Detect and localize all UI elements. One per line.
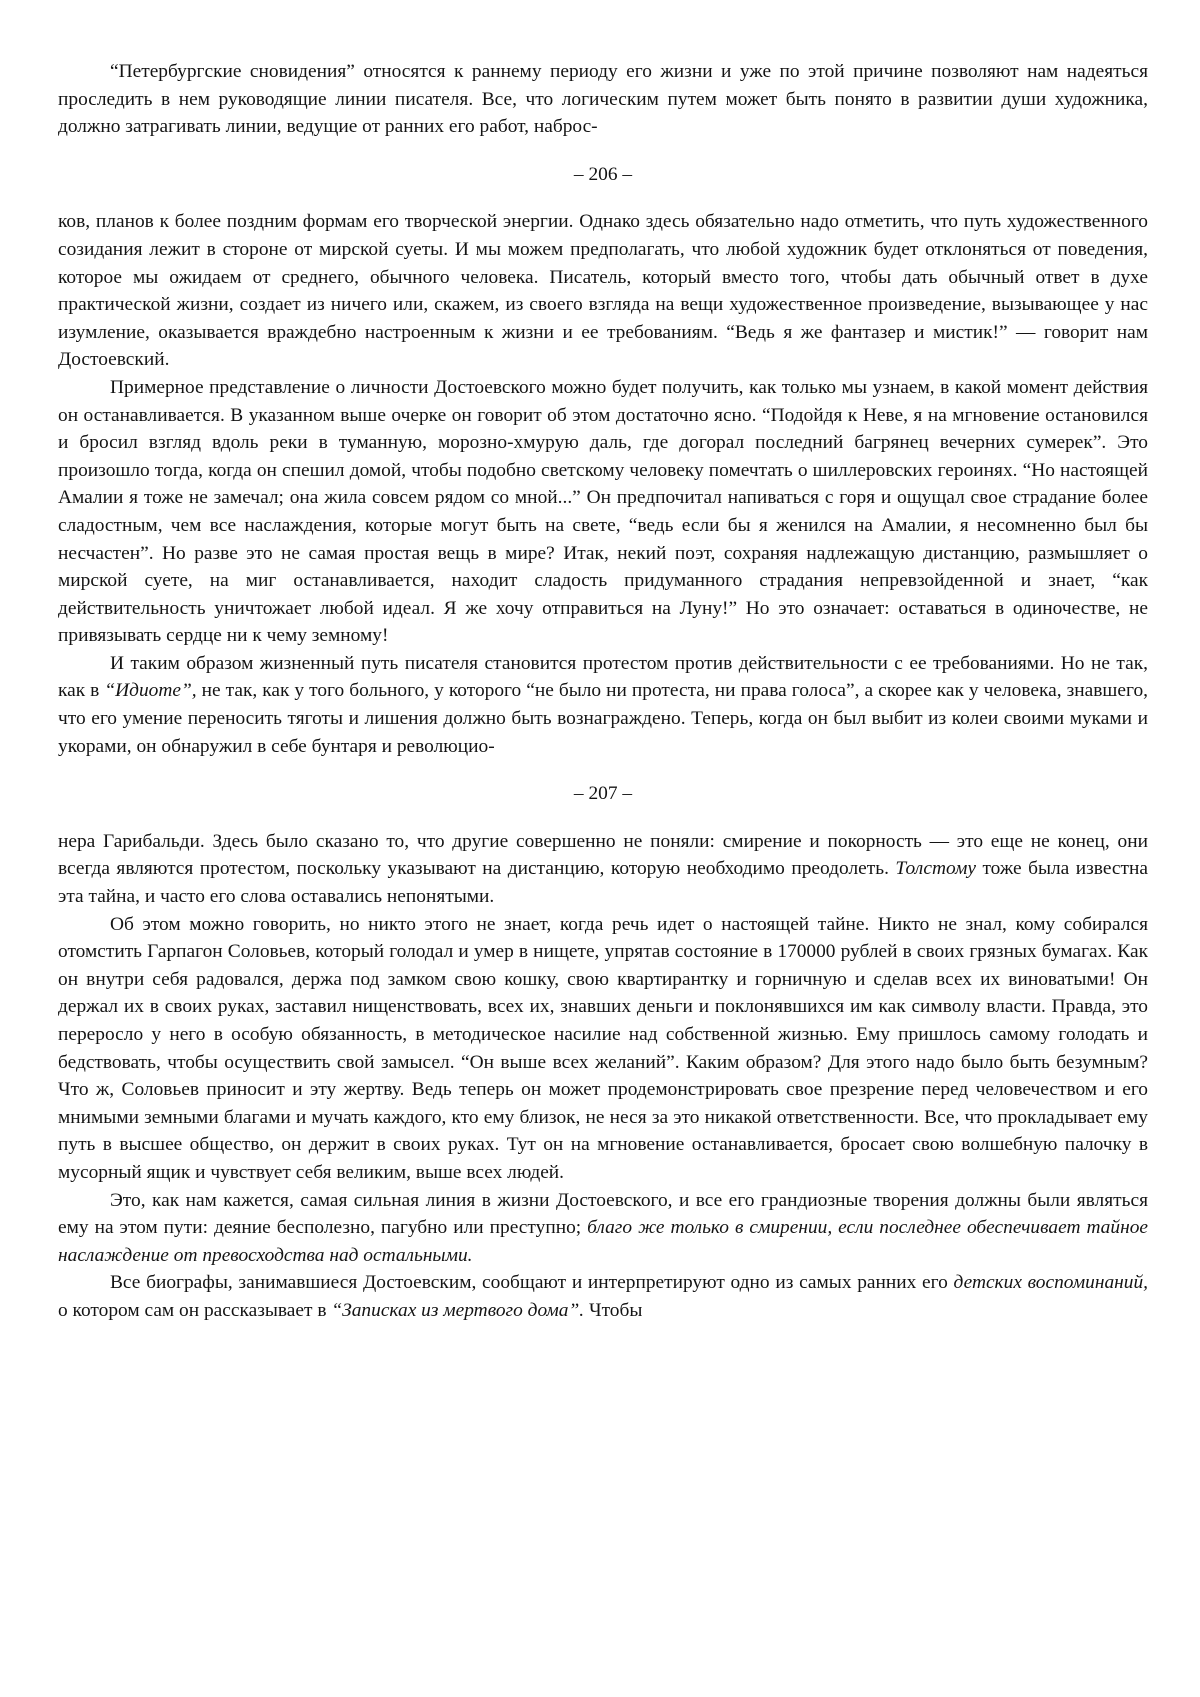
text-run: нера Гарибальди. Здесь было сказано то, что другие совершенно не поняли: смирение и покорность — это еще не конец, они всегда являются протестом, поскольку указывают на дистанцию, которую необходимо преодолеть. (58, 830, 1148, 880)
italic-title: “Идиоте”, (104, 680, 197, 702)
paragraph: “Петербургские сновидения” относятся к раннему периоду его жизни и уже по этой причине позволяют нам надеяться проследить в нем руководящие линии писателя. Все, что логическим путем может быть понято в развитии души художника, должно затрагивать линии, ведущие от ранних его работ, наброс- (58, 61, 1148, 138)
italic-phrase: благо же только в смирении, если последнее обеспечивает тайное наслаждение от превосходства над остальными. (58, 1217, 1148, 1266)
italic-title: “Записках из мертвого дома”. (331, 1299, 585, 1321)
text-run: о котором сам он рассказывает в (58, 1299, 332, 1321)
text-run: И таким образом жизненный путь писателя становится протестом против действительности с ее требованиями. Но не так, как в (58, 652, 1148, 702)
italic-name: Толстому (895, 858, 976, 880)
italic-phrase: детских воспоминаний, (953, 1272, 1148, 1294)
paragraph (58, 1269, 1148, 1324)
text-run: Чтобы (584, 1299, 643, 1321)
paragraph (58, 650, 1148, 760)
paragraph (58, 1187, 1148, 1270)
text-run: не так, как у того больного, у которого “не было ни протеста, ни права голоса”, а скорее как у человека, знавшего, что его умение переносить тяготы и лишения должно быть вознаграждено. Теперь, когда он был выбит из колеи своими муками и укорами, он обнаружил в себе бунтаря и революцио- (58, 680, 1148, 757)
paragraph: ков, планов к более поздним формам его творческой энергии. Однако здесь обязательно надо отметить, что путь художественного созидания лежит в стороне от мирской суеты. И мы можем предполагать, что любой художник будет отклоняться от поведения, которое мы ожидаем от среднего, обычного человека. Писатель, который вместо того, чтобы дать обычный ответ в духе практической жизни, создает из ничего или, скажем, из своего взгляда на вещи художественное произведение, вызывающее у нас изумление, оказывается враждебно настроенным к жизни и ее требованиям. “Ведь я же фантазер и мистик!” — говорит нам Достоевский. (58, 211, 1148, 371)
text-run: Все биографы, занимавшиеся Достоевским, сообщают и интерпретируют одно из самых ранних его (110, 1272, 954, 1294)
paragraph (58, 828, 1148, 911)
document-page (58, 58, 1148, 1325)
page-number: – 207 – (573, 783, 633, 805)
text-run: Это, как нам кажется, самая сильная линия в жизни Достоевского, и все его грандиозные творения должны были являться ему на этом пути: деяние бесполезно, пагубно или преступно; (58, 1189, 1148, 1239)
paragraph: Об этом можно говорить, но никто этого не знает, когда речь идет о настоящей тайне. Никто не знал, кому собирался отомстить Гарпагон Соловьев, который голодал и умер в нищете, упрятав состояние в 170000 рублей в своих грязных бумагах. Как он внутри себя радовался, держа под замком свою кошку, свою квартирантку и горничную и сделав всех их виноватыми! Он держал их в своих руках, заставил нищенствовать, всех их, знавших деньги и поклонявшихся им как символу власти. Правда, это переросло у него в особую обязанность, в методическое насилие над собственной жизнью. Ему пришлось самому голодать и бедствовать, чтобы осуществить свой замысел. “Он выше всех желаний”. Каким образом? Для этого надо было быть безумным? Что ж, Соловьев приносит и эту жертву. Ведь теперь он может продемонстрировать свое презрение перед человечеством и его мнимыми земными благами и мучать каждого, кто ему близок, не неся за это никакой ответственности. Все, что прокладывает ему путь в высшее общество, он держит в своих руках. Тут он на мгновение останавливается, бросает свою волшебную палочку в мусорный ящик и чувствует себя великим, выше всех людей. (58, 913, 1148, 1183)
page-number: – 206 – (573, 163, 633, 185)
paragraph: Примерное представление о личности Достоевского можно будет получить, как только мы узнаем, в какой момент действия он останавливается. В указанном выше очерке он говорит об этом достаточно ясно. “Подойдя к Неве, я на мгновение остановился и бросил взгляд вдоль реки в туманную, морозно-хмурую даль, где догорал последний багрянец вечерних сумерек”. Это произошло тогда, когда он спешил домой, чтобы подобно светскому человеку помечтать о шиллеровских героинях. “Но настоящей Амалии я тоже не замечал; она жила совсем рядом со мной...” Он предпочитал напиваться с горя и ощущал свое страдание более сладостным, чем все наслаждения, которые могут быть на свете, “ведь если бы я женился на Амалии, я несомненно был бы несчастен”. Но разве это не самая простая вещь в мире? Итак, некий поэт, сохраняя надлежащую дистанцию, размышляет о мирской суете, на миг останавливается, находит сладость придуманного страдания непревзойденной и знает, “как действительность уничтожает любой идеал. Я же хочу отправиться на Луну!” Но это означает: оставаться в одиночестве, не привязывать сердце ни к чему земному! (58, 376, 1148, 647)
text-run: тоже была известна эта тайна, и часто его слова оставались непонятыми. (58, 858, 1148, 908)
